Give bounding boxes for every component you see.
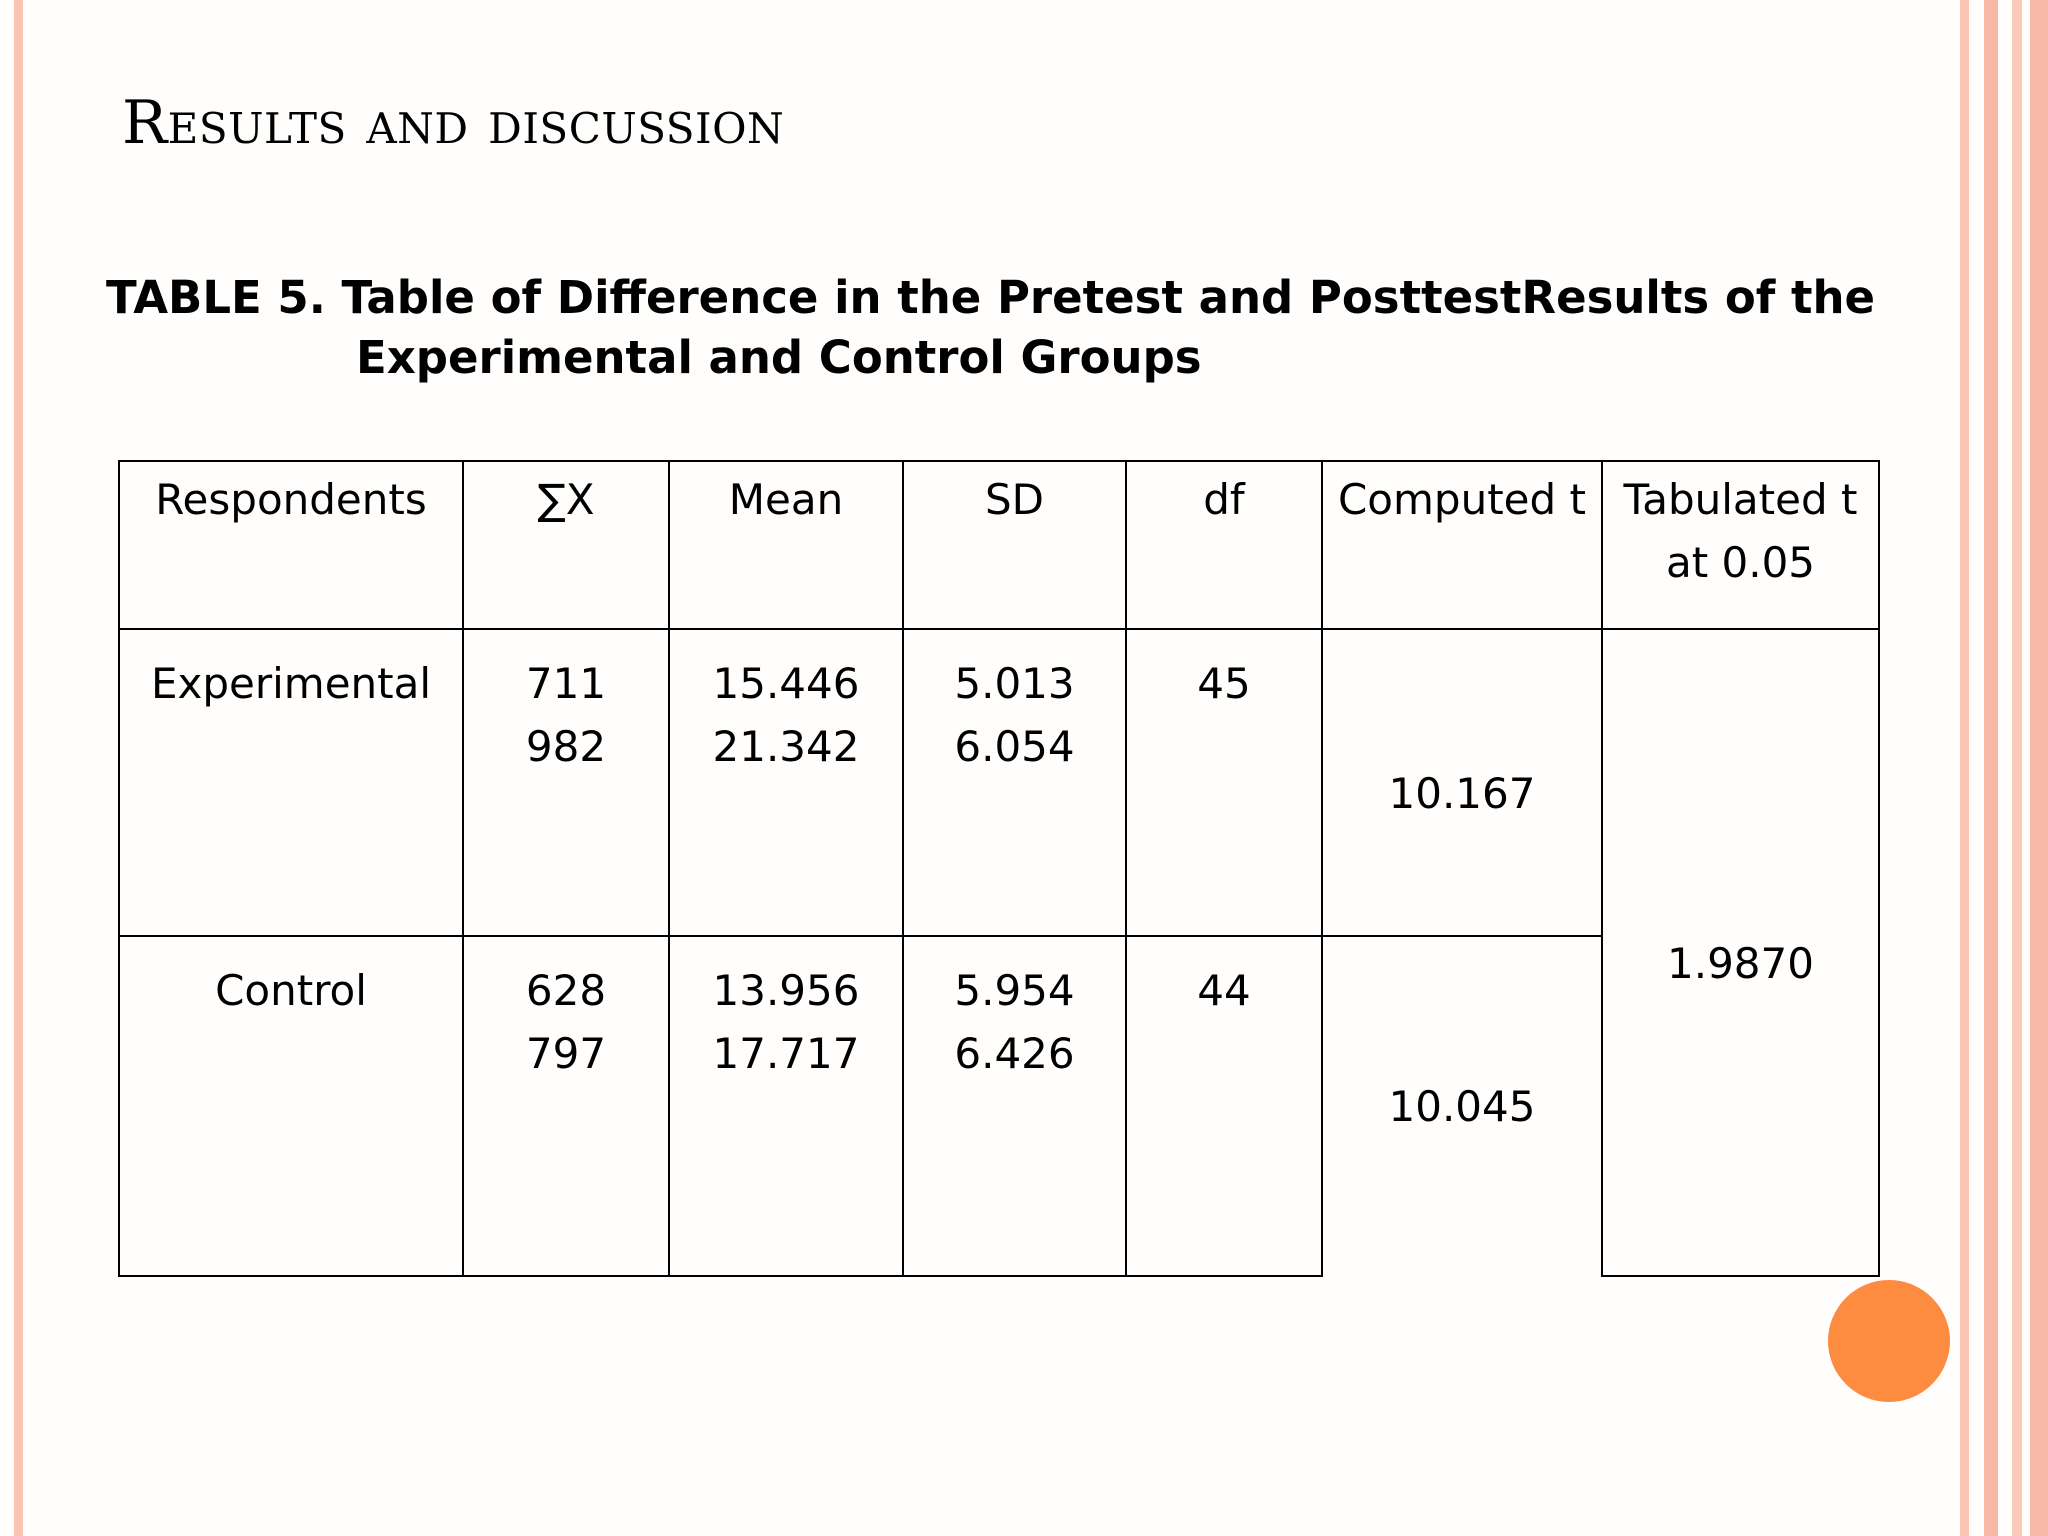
results-table <box>118 460 1880 1277</box>
cell-value: 17.717 <box>712 1029 860 1078</box>
cell-mean <box>669 629 903 936</box>
table-caption <box>106 268 1946 388</box>
right-border-stripe <box>1960 0 1969 1536</box>
cell-df: 45 <box>1126 629 1322 936</box>
table-header-row <box>119 461 1879 629</box>
cell-group: Control <box>119 936 463 1276</box>
cell-value: 6.054 <box>954 722 1075 771</box>
caption-line-2: Experimental and Control Groups <box>356 331 1202 384</box>
right-border-stripe <box>1984 0 1998 1536</box>
cell-value: 10.045 <box>1388 1082 1536 1131</box>
cell-value: 5.954 <box>954 966 1075 1015</box>
cell-value: 5.013 <box>954 659 1075 708</box>
cell-sd <box>903 629 1126 936</box>
cell-sum-x <box>463 629 669 936</box>
right-border-stripe <box>2030 0 2048 1536</box>
header-tabulated-t <box>1602 461 1879 629</box>
header-tabulated-t-line2: at 0.05 <box>1665 538 1816 587</box>
cell-tabulated-t: 1.9870 <box>1602 629 1879 1276</box>
header-mean: Mean <box>669 461 903 629</box>
cell-sd <box>903 936 1126 1276</box>
cell-value: 6.426 <box>954 1029 1075 1078</box>
header-tabulated-t-line1: Tabulated t <box>1623 475 1858 524</box>
table-row-experimental <box>119 629 1879 936</box>
header-respondents: Respondents <box>119 461 463 629</box>
cell-value: 711 <box>525 659 607 708</box>
header-sum-x: ∑X <box>463 461 669 629</box>
decorative-circle-icon <box>1828 1280 1950 1402</box>
right-border-stripe <box>2012 0 2022 1536</box>
cell-value: 628 <box>525 966 607 1015</box>
cell-df: 44 <box>1126 936 1322 1276</box>
cell-value: 21.342 <box>712 722 860 771</box>
cell-value: 982 <box>525 722 607 771</box>
slide-title: Results and discussion <box>122 88 785 158</box>
computed-t-wrap <box>1323 959 1601 1275</box>
left-border-stripe <box>14 0 23 1536</box>
header-computed-t: Computed t <box>1322 461 1602 629</box>
header-df: df <box>1126 461 1322 629</box>
cell-value: 797 <box>525 1029 607 1078</box>
cell-computed-t <box>1322 936 1602 1276</box>
cell-mean <box>669 936 903 1276</box>
cell-sum-x <box>463 936 669 1276</box>
caption-line-1: TABLE 5. Table of Difference in the Pretest and PosttestResults of the <box>106 271 1876 324</box>
cell-value: 15.446 <box>712 659 860 708</box>
header-sd: SD <box>903 461 1126 629</box>
cell-value: 13.956 <box>712 966 860 1015</box>
cell-computed-t: 10.167 <box>1322 629 1602 936</box>
cell-group: Experimental <box>119 629 463 936</box>
